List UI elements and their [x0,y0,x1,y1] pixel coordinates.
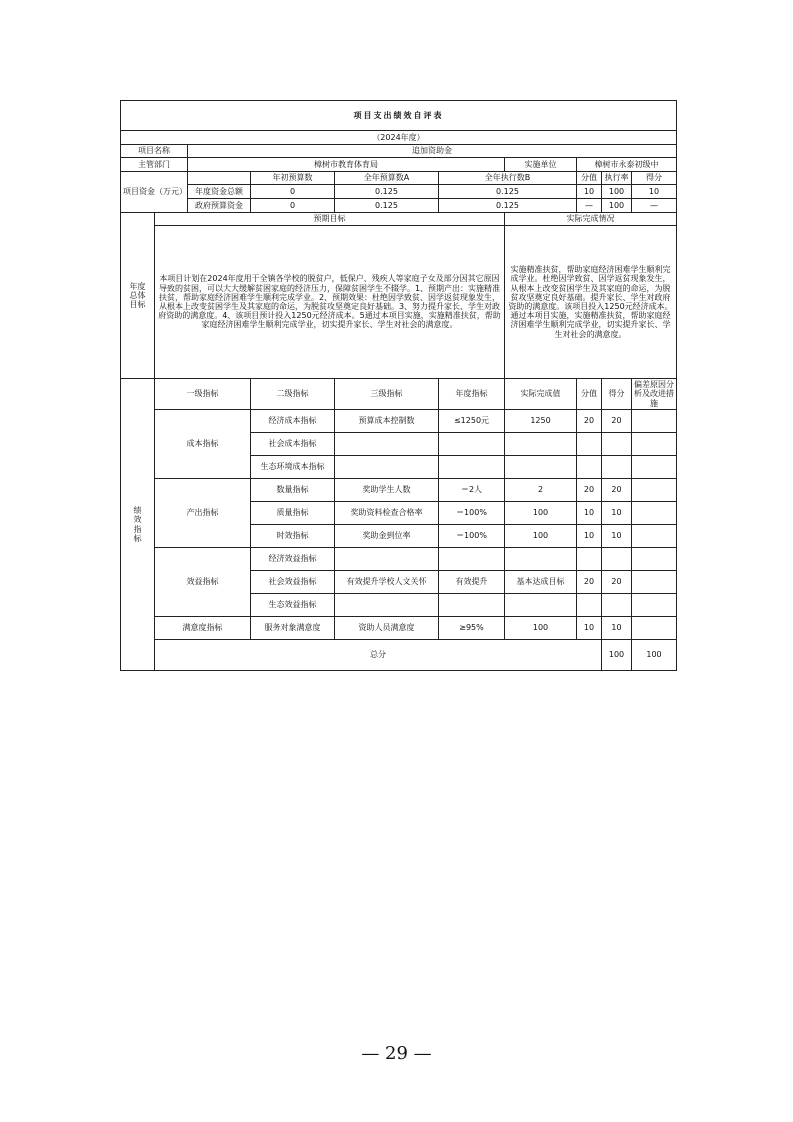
perf-target: ≥95% [439,617,505,640]
goals-label: 年度总体目标 [121,213,155,379]
perf-score: 20 [577,410,602,433]
form-title: 项目支出绩效自评表 [121,101,677,131]
funds-row-label: 年度资金总额 [188,185,251,199]
impl-unit-value: 樟树市永泰初级中 [577,158,677,172]
funds-cell: 10 [577,185,602,199]
table-row [121,410,677,433]
funds-row-gov [121,199,677,213]
perf-level3 [335,594,439,617]
perf-score: 20 [577,479,602,502]
perf-actual: 2 [505,479,577,502]
perf-got [602,548,632,571]
table-row [121,617,677,640]
perf-score [577,548,602,571]
perf-got [602,456,632,479]
perf-header-note: 偏差原因分析及改进措施 [632,379,677,410]
perf-got: 10 [602,502,632,525]
self-evaluation-form [120,100,676,671]
perf-level2: 生态效益指标 [251,594,335,617]
perf-actual [505,433,577,456]
perf-header-actual: 实际完成值 [505,379,577,410]
perf-level2: 经济效益指标 [251,548,335,571]
dept-value: 樟树市教育体育局 [188,158,505,172]
perf-level3: 奖助金到位率 [335,525,439,548]
perf-note [632,525,677,548]
perf-target [439,548,505,571]
perf-actual: 100 [505,525,577,548]
perf-score: 10 [577,502,602,525]
perf-got: 10 [602,525,632,548]
funds-cell: — [577,199,602,213]
expected-goal-header: 预期目标 [155,213,505,226]
perf-header-got: 得分 [602,379,632,410]
perf-got: 20 [602,571,632,594]
perf-level2: 服务对象满意度 [251,617,335,640]
perf-header-l3: 三级指标 [335,379,439,410]
perf-note [632,617,677,640]
perf-level2: 经济成本指标 [251,410,335,433]
perf-level2: 质量指标 [251,502,335,525]
funds-cell: 0.125 [439,185,577,199]
funds-blank-header [188,172,251,185]
expected-goal-text: 本项目计划在2024年度用于全镇各学校的脱贫户，低保户、残疾人等家庭子女及部分因其它原因导致的贫困，可以大大缓解贫困家庭的经济压力，保障贫困学生不辍学。1、预期产出：实施精准扶贫，帮助家庭经济困难学生顺利完成学业。2、预期效果：杜绝因学致贫、因学返贫现象发生，从根本上改变贫困学生及其家庭的命运，为脱贫攻坚奠定良好基础。3、努力提升家长、学生对政府资助的满意度。4、该项目预计投入1250元经济成本。5通过本项目实施，实施精准扶贫，帮助家庭经济困难学生顺利完成学业，切实提升家长、学生对社会的满意度。 [155,226,505,379]
perf-header-target: 年度指标 [439,379,505,410]
perf-level1: 满意度指标 [155,617,251,640]
funds-header-score: 分值 [577,172,602,185]
actual-result-text: 实施精准扶贫，帮助家庭经济困难学生顺利完成学业。杜绝因学致贫、因学返贫现象发生，从根本上改变贫困学生及其家庭的命运，为脱贫攻坚奠定良好基础。提升家长、学生对政府资助的满意度。该项目投入1250元经济成本。通过本项目实施，实施精准扶贫，帮助家庭经济困难学生顺利完成学业，切实提升家长、学生对社会的满意度。 [505,226,677,379]
funds-cell: — [632,199,677,213]
table-row [121,548,677,571]
table-row [121,479,677,502]
perf-target [439,433,505,456]
perf-got: 20 [602,479,632,502]
perf-score: 10 [577,617,602,640]
funds-cell: 10 [632,185,677,199]
funds-cell: 0.125 [439,199,577,213]
perf-actual: 100 [505,617,577,640]
perf-note [632,548,677,571]
perf-level2: 生态环境成本指标 [251,456,335,479]
perf-got [602,594,632,617]
perf-level1: 产出指标 [155,479,251,548]
perf-target: ＝100% [439,502,505,525]
perf-target: ＝100% [439,525,505,548]
total-got: 100 [632,640,677,671]
perf-level2: 时效指标 [251,525,335,548]
funds-header-initial: 年初预算数 [251,172,335,185]
perf-note [632,479,677,502]
perf-actual: 100 [505,502,577,525]
perf-level3: 有效提升学校人文关怀 [335,571,439,594]
funds-cell: 0.125 [335,185,439,199]
perf-level3: 奖助学生人数 [335,479,439,502]
perf-score [577,456,602,479]
perf-actual [505,548,577,571]
perf-level1: 成本指标 [155,410,251,479]
perf-header-score: 分值 [577,379,602,410]
funds-row-label: 政府预算资金 [188,199,251,213]
total-label: 总分 [155,640,602,671]
perf-level2: 社会效益指标 [251,571,335,594]
funds-header-exec-b: 全年执行数B [439,172,577,185]
perf-note [632,502,677,525]
perf-target: ≤1250元 [439,410,505,433]
project-name-value: 追加资助金 [188,145,677,158]
perf-header-l2: 二级指标 [251,379,335,410]
perf-label: 绩效指标 [121,379,155,671]
perf-got [602,433,632,456]
page-number: — 29 — [361,1043,432,1064]
perf-level2: 数量指标 [251,479,335,502]
perf-level3 [335,433,439,456]
funds-header-got: 得分 [632,172,677,185]
perf-note [632,456,677,479]
funds-row-total [121,185,677,199]
funds-cell: 100 [602,185,632,199]
perf-level3: 预算成本控制数 [335,410,439,433]
perf-actual [505,594,577,617]
perf-target [439,456,505,479]
impl-unit-label: 实施单位 [505,158,577,172]
perf-score: 10 [577,525,602,548]
perf-actual: 1250 [505,410,577,433]
perf-note [632,571,677,594]
dept-label: 主管部门 [121,158,188,172]
total-row [121,640,677,671]
funds-cell: 100 [602,199,632,213]
funds-header-rate: 执行率 [602,172,632,185]
funds-label: 项目资金（万元） [121,172,188,213]
perf-level3 [335,548,439,571]
perf-score: 20 [577,571,602,594]
perf-note [632,594,677,617]
perf-actual [505,456,577,479]
perf-actual: 基本达成目标 [505,571,577,594]
project-name-label: 项目名称 [121,145,188,158]
perf-score [577,433,602,456]
total-score: 100 [602,640,632,671]
perf-level3: 奖助资料检查合格率 [335,502,439,525]
perf-level3: 资助人员满意度 [335,617,439,640]
perf-note [632,410,677,433]
perf-target: 有效提升 [439,571,505,594]
funds-cell: 0 [251,185,335,199]
report-year: （2024年度） [121,131,677,145]
perf-level2: 社会成本指标 [251,433,335,456]
perf-level1: 效益指标 [155,548,251,617]
perf-header-l1: 一级指标 [155,379,251,410]
perf-score [577,594,602,617]
perf-level3 [335,456,439,479]
perf-got: 20 [602,410,632,433]
perf-note [632,433,677,456]
perf-target [439,594,505,617]
funds-header-budget-a: 全年预算数A [335,172,439,185]
perf-got: 10 [602,617,632,640]
actual-result-header: 实际完成情况 [505,213,677,226]
perf-target: ＝2人 [439,479,505,502]
funds-cell: 0.125 [335,199,439,213]
funds-cell: 0 [251,199,335,213]
evaluation-table [120,100,677,671]
